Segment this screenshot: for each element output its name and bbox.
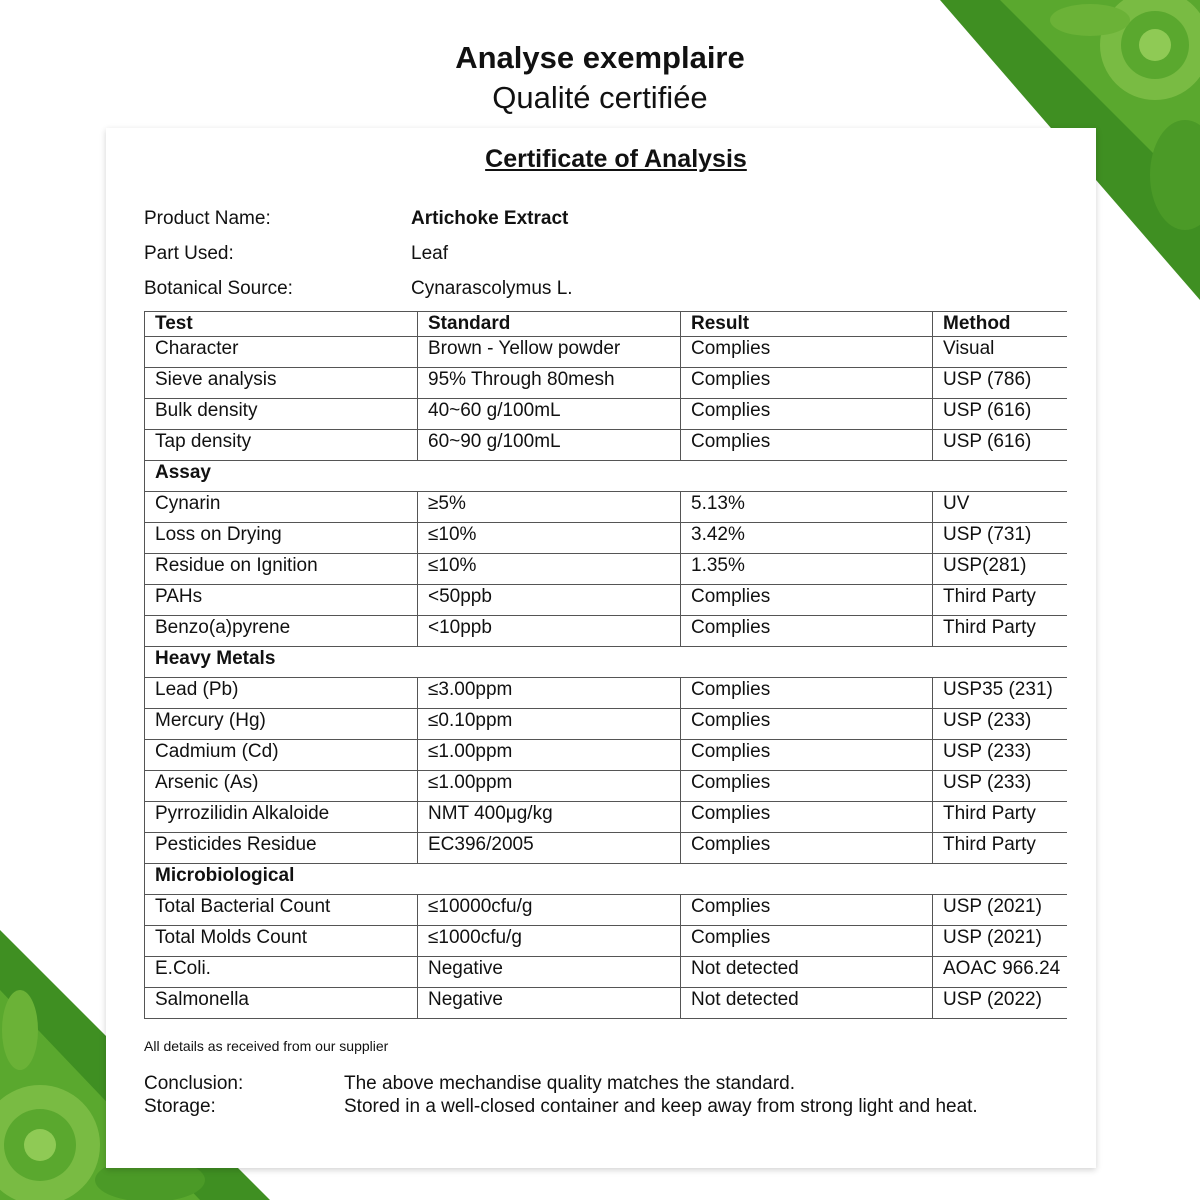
standard-cell: ≤1000cfu/g	[418, 926, 681, 957]
test-cell: Cadmium (Cd)	[145, 740, 418, 771]
standard-cell: 60~90 g/100mL	[418, 430, 681, 461]
standard-cell: 40~60 g/100mL	[418, 399, 681, 430]
method-cell: USP (233)	[933, 740, 1067, 771]
standard-cell: ≥5%	[418, 492, 681, 523]
method-cell: Third Party	[933, 802, 1067, 833]
method-cell: UV	[933, 492, 1067, 523]
standard-cell: ≤3.00ppm	[418, 678, 681, 709]
standard-cell: ≤0.10ppm	[418, 709, 681, 740]
table-row	[145, 740, 1067, 771]
test-cell: Sieve analysis	[145, 368, 418, 399]
test-cell: Total Bacterial Count	[145, 895, 418, 926]
table-header-row	[145, 312, 1067, 337]
result-cell: Complies	[681, 585, 933, 616]
result-cell: Complies	[681, 926, 933, 957]
product-name-label: Product Name:	[144, 208, 271, 229]
column-header-method: Method	[933, 312, 1067, 337]
analysis-table	[144, 311, 1067, 1019]
table-row	[145, 802, 1067, 833]
result-cell: Complies	[681, 337, 933, 368]
standard-cell: EC396/2005	[418, 833, 681, 864]
method-cell: USP (233)	[933, 709, 1067, 740]
method-cell: Third Party	[933, 833, 1067, 864]
standard-cell: Negative	[418, 988, 681, 1019]
header-title: Analyse exemplaire	[455, 40, 745, 75]
test-cell: Residue on Ignition	[145, 554, 418, 585]
test-cell: Bulk density	[145, 399, 418, 430]
column-header-test: Test	[145, 312, 418, 337]
method-cell: Visual	[933, 337, 1067, 368]
method-cell: USP (731)	[933, 523, 1067, 554]
section-heading: Heavy Metals	[145, 647, 1067, 678]
method-cell: AOAC 966.24	[933, 957, 1067, 988]
method-cell: USP (233)	[933, 771, 1067, 802]
standard-cell: ≤10000cfu/g	[418, 895, 681, 926]
result-cell: Complies	[681, 678, 933, 709]
test-cell: Loss on Drying	[145, 523, 418, 554]
test-cell: Benzo(a)pyrene	[145, 616, 418, 647]
standard-cell: ≤1.00ppm	[418, 771, 681, 802]
result-cell: Complies	[681, 709, 933, 740]
column-header-standard: Standard	[418, 312, 681, 337]
table-row	[145, 368, 1067, 399]
table-row	[145, 616, 1067, 647]
table-row	[145, 554, 1067, 585]
method-cell: USP (786)	[933, 368, 1067, 399]
column-header-result: Result	[681, 312, 933, 337]
standard-cell: ≤10%	[418, 523, 681, 554]
test-cell: Arsenic (As)	[145, 771, 418, 802]
result-cell: Complies	[681, 895, 933, 926]
standard-cell: 95% Through 80mesh	[418, 368, 681, 399]
result-cell: Complies	[681, 740, 933, 771]
result-cell: 1.35%	[681, 554, 933, 585]
test-cell: PAHs	[145, 585, 418, 616]
table-row	[145, 771, 1067, 802]
result-cell: Complies	[681, 368, 933, 399]
table-section-row	[145, 647, 1067, 678]
supplier-footnote: All details as received from our supplier	[144, 1038, 389, 1054]
part-used-label: Part Used:	[144, 243, 234, 264]
standard-cell: <50ppb	[418, 585, 681, 616]
table-row	[145, 399, 1067, 430]
result-cell: 3.42%	[681, 523, 933, 554]
table-row	[145, 523, 1067, 554]
result-cell: Not detected	[681, 957, 933, 988]
section-heading: Microbiological	[145, 864, 1067, 895]
table-row	[145, 957, 1067, 988]
test-cell: Lead (Pb)	[145, 678, 418, 709]
method-cell: USP (2022)	[933, 988, 1067, 1019]
table-section-row	[145, 864, 1067, 895]
table-row	[145, 337, 1067, 368]
standard-cell: ≤1.00ppm	[418, 740, 681, 771]
product-name-value: Artichoke Extract	[411, 208, 569, 229]
test-cell: Character	[145, 337, 418, 368]
standard-cell: NMT 400μg/kg	[418, 802, 681, 833]
section-heading: Assay	[145, 461, 1067, 492]
test-cell: Pesticides Residue	[145, 833, 418, 864]
test-cell: Tap density	[145, 430, 418, 461]
result-cell: Complies	[681, 833, 933, 864]
table-row	[145, 833, 1067, 864]
standard-cell: Brown - Yellow powder	[418, 337, 681, 368]
method-cell: USP (616)	[933, 430, 1067, 461]
part-used-value: Leaf	[411, 243, 448, 264]
standard-cell: Negative	[418, 957, 681, 988]
method-cell: Third Party	[933, 616, 1067, 647]
test-cell: E.Coli.	[145, 957, 418, 988]
table-row	[145, 585, 1067, 616]
method-cell: Third Party	[933, 585, 1067, 616]
conclusion-value: The above mechandise quality matches the standard.	[344, 1073, 795, 1094]
method-cell: USP (616)	[933, 399, 1067, 430]
result-cell: 5.13%	[681, 492, 933, 523]
result-cell: Complies	[681, 399, 933, 430]
table-body	[145, 337, 1067, 1019]
header-subtitle: Qualité certifiée	[492, 80, 708, 115]
storage-label: Storage:	[144, 1096, 216, 1117]
table-row	[145, 430, 1067, 461]
table-row	[145, 709, 1067, 740]
result-cell: Complies	[681, 802, 933, 833]
method-cell: USP (2021)	[933, 926, 1067, 957]
method-cell: USP(281)	[933, 554, 1067, 585]
test-cell: Pyrrozilidin Alkaloide	[145, 802, 418, 833]
table-row	[145, 988, 1067, 1019]
table-row	[145, 678, 1067, 709]
test-cell: Cynarin	[145, 492, 418, 523]
test-cell: Mercury (Hg)	[145, 709, 418, 740]
table-row	[145, 895, 1067, 926]
result-cell: Complies	[681, 616, 933, 647]
method-cell: USP (2021)	[933, 895, 1067, 926]
result-cell: Complies	[681, 771, 933, 802]
table-row	[145, 926, 1067, 957]
botanical-source-value: Cynarascolymus L.	[411, 278, 573, 299]
test-cell: Salmonella	[145, 988, 418, 1019]
standard-cell: ≤10%	[418, 554, 681, 585]
botanical-source-label: Botanical Source:	[144, 278, 293, 299]
conclusion-label: Conclusion:	[144, 1073, 244, 1094]
table-row	[145, 492, 1067, 523]
storage-value: Stored in a well-closed container and keep away from strong light and heat.	[344, 1096, 978, 1117]
certificate-title: Certificate of Analysis	[485, 145, 747, 173]
method-cell: USP35 (231)	[933, 678, 1067, 709]
header	[0, 0, 1200, 135]
result-cell: Complies	[681, 430, 933, 461]
test-cell: Total Molds Count	[145, 926, 418, 957]
table-section-row	[145, 461, 1067, 492]
result-cell: Not detected	[681, 988, 933, 1019]
standard-cell: <10ppb	[418, 616, 681, 647]
